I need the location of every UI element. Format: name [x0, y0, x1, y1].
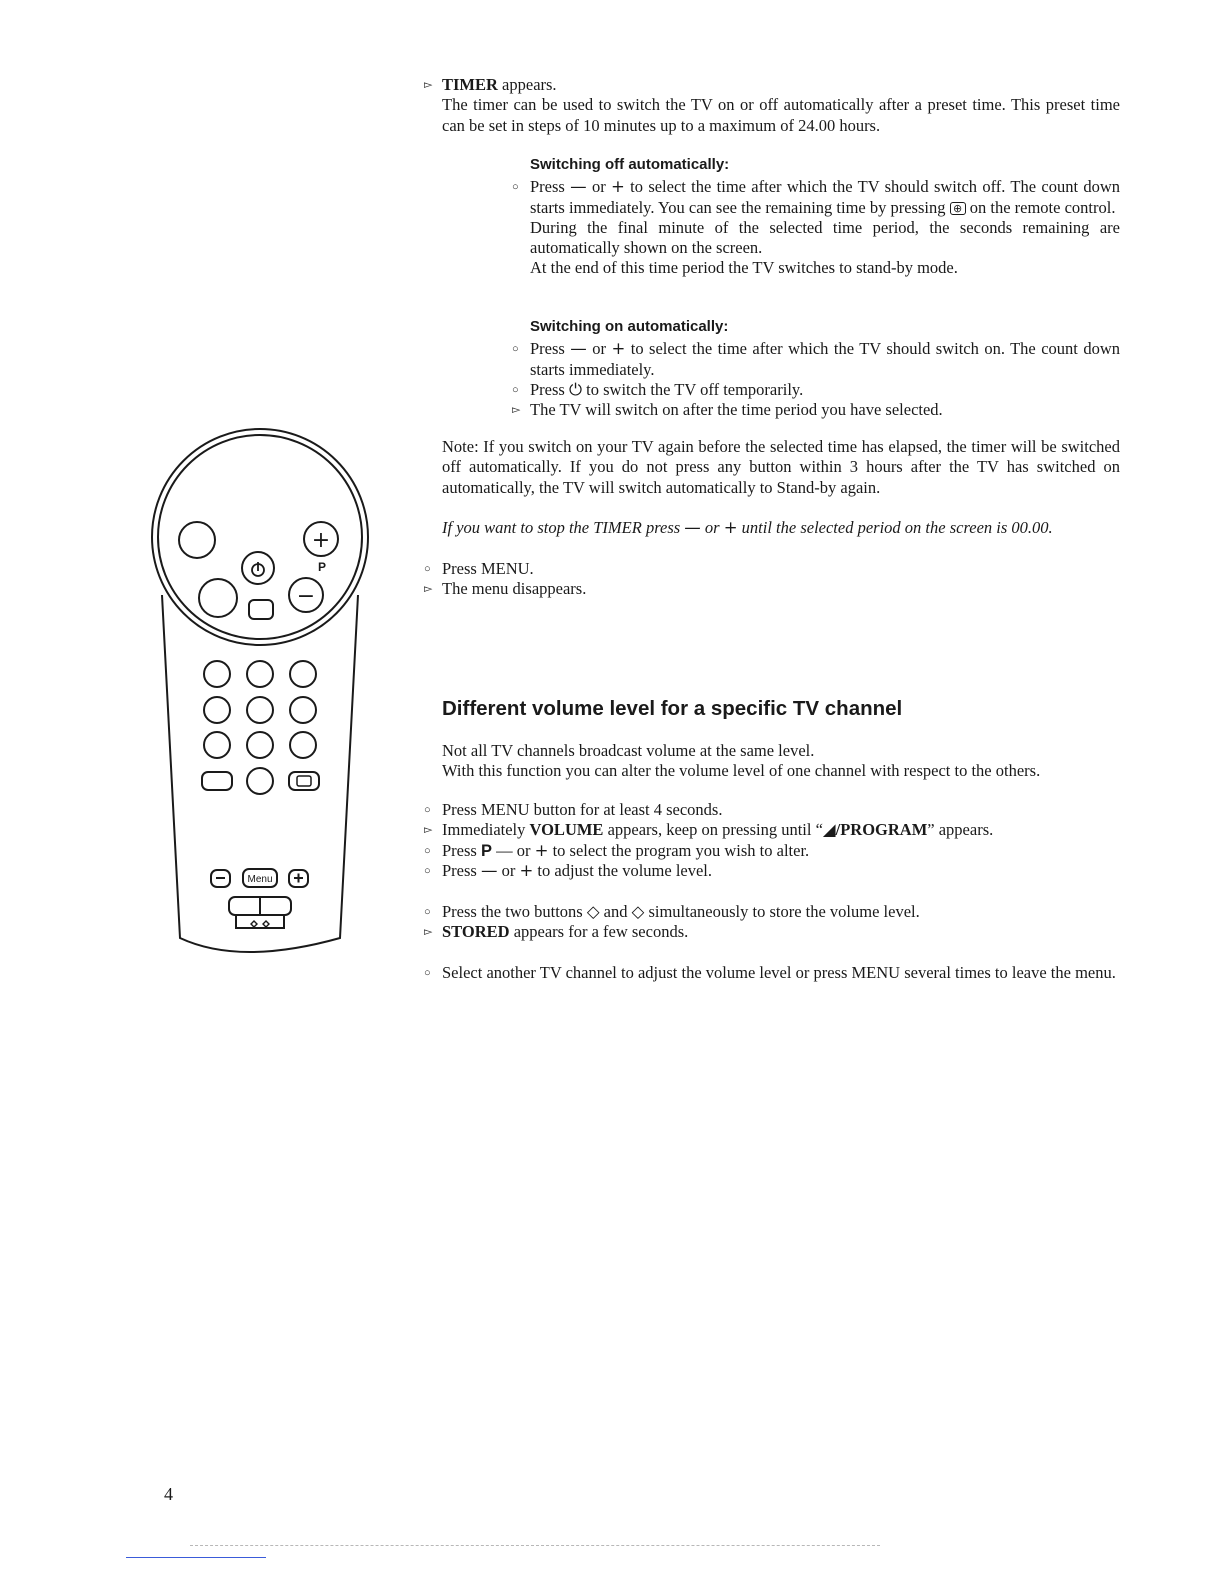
switch-on-section — [512, 317, 1120, 420]
plus-key-icon: + — [519, 860, 534, 880]
text: Press — [530, 379, 569, 399]
timer-appears-text: appears. — [497, 75, 557, 94]
text: If you want to stop the TIMER press — [442, 518, 685, 537]
text: Press — [442, 840, 481, 860]
volume-intro-line1: Not all TV channels broadcast volume at the same level. — [442, 741, 815, 760]
bullet-icon: ○ — [424, 844, 431, 857]
switch-off-end: At the end of this time period the TV switches to stand-by mode. — [530, 258, 958, 278]
volume-step-1 — [424, 800, 1120, 820]
volume-final-block — [424, 963, 1120, 983]
remote-small-square-button — [249, 600, 273, 619]
bullet-icon: ○ — [424, 864, 431, 877]
switch-on-step — [512, 339, 1120, 380]
volume-intro — [424, 741, 1120, 782]
remote-plus-label: + — [311, 528, 331, 553]
remote-key-1 — [204, 661, 230, 687]
menu-disappears-result — [424, 579, 1120, 599]
switch-off-section — [512, 155, 1120, 279]
volume-icon: ◢ — [822, 820, 836, 840]
result-arrow-icon: ▻ — [512, 404, 521, 417]
text: appears for a few seconds. — [509, 922, 689, 942]
remote-menu-label: Menu — [247, 874, 273, 885]
remote-key-3 — [290, 661, 316, 687]
switch-on-result — [512, 400, 1120, 420]
text: ” appears. — [927, 820, 994, 840]
text: — or — [491, 840, 535, 860]
text: until the selected period on the screen is 00.00. — [737, 518, 1053, 537]
remote-button-left-bottom — [199, 579, 237, 617]
menu-press-step — [424, 559, 1120, 579]
timer-description: The timer can be used to switch the TV on or off automatically after a preset time. This preset time can be set in steps of 10 minutes up to a maximum of 24.00 hours. — [442, 95, 1120, 135]
text: The TV will switch on after the time period you have selected. — [530, 400, 943, 420]
volume-step-7 — [424, 963, 1120, 983]
bullet-icon: ○ — [424, 804, 431, 816]
bullet-icon: ○ — [512, 383, 519, 396]
remote-key-6 — [290, 697, 316, 723]
result-arrow-icon: ▻ — [424, 79, 433, 91]
text: simultaneously to store the volume level. — [644, 902, 920, 921]
volume-keyword: VOLUME — [529, 820, 604, 840]
diamond-key-icon: ◇ — [586, 902, 600, 921]
stop-timer-hint — [424, 518, 1120, 538]
timer-appears-line — [424, 75, 1120, 95]
result-arrow-icon: ▻ — [424, 824, 433, 837]
remote-button-left-top — [179, 522, 215, 558]
switch-on-heading: Switching on automatically: — [530, 318, 729, 335]
text: Press — [442, 860, 481, 880]
remote-power-button — [242, 552, 274, 584]
plus-key-icon: + — [611, 177, 625, 197]
minus-key-icon: — — [480, 860, 498, 880]
text: to select the time after which the TV should switch on. The count down starts immediately. — [530, 339, 1120, 379]
plus-key-icon: + — [534, 840, 549, 860]
bullet-icon: ○ — [424, 967, 431, 979]
remote-minus-small-button — [211, 870, 230, 887]
remote-teletext-key — [289, 772, 319, 790]
remote-p-label: P — [318, 560, 327, 574]
remote-key-2 — [247, 661, 273, 687]
remote-key-5 — [247, 697, 273, 723]
text: to adjust the volume level. — [533, 860, 713, 880]
text: The menu disappears. — [442, 579, 587, 599]
minus-key-icon: — — [570, 339, 587, 359]
text: to switch the TV off temporarily. — [582, 379, 804, 399]
diamond-key-icon: ◇ — [631, 902, 645, 921]
volume-step-5 — [424, 902, 1120, 922]
timer-keyword: TIMER — [442, 75, 498, 94]
text: Press MENU. — [442, 559, 534, 578]
remote-key-9 — [290, 732, 316, 758]
teletext-key-icon: ⊕ — [950, 202, 966, 215]
stored-keyword: STORED — [442, 922, 510, 942]
minus-key-icon: — — [684, 518, 701, 537]
text: and — [599, 902, 632, 921]
text: Press the two buttons — [442, 902, 587, 921]
text: Press — [530, 177, 571, 197]
timer-note: Note: If you switch on your TV again before the selected time has elapsed, the timer will be switched off automatically. If you do not press any button within 3 hours after the TV has switched on automatically, the TV will switch automatically to Stand-by again. — [442, 437, 1120, 497]
result-arrow-icon: ▻ — [424, 926, 433, 939]
remote-plus-small-button — [289, 870, 308, 887]
bullet-icon: ○ — [424, 906, 431, 918]
volume-steps — [424, 800, 1120, 881]
remote-key-4 — [204, 697, 230, 723]
text: Select another TV channel to adjust the volume level or press MENU several times to leave the menu. — [442, 963, 1116, 982]
page-number: 4 — [164, 1484, 173, 1504]
switch-on-standby-step — [512, 380, 1120, 400]
text: to select the time after which the TV should switch off. The count down starts immediately. You can see the remaining time by pressing — [530, 177, 1121, 217]
timer-section — [424, 75, 1120, 136]
remote-key-0 — [247, 768, 273, 794]
volume-intro-line2: With this function you can alter the volume level of one channel with respect to the others. — [442, 761, 1041, 781]
bullet-icon: ○ — [512, 343, 519, 356]
volume-step-2 — [424, 820, 1120, 840]
switch-off-step — [512, 177, 1120, 218]
text: appears, keep on pressing until “ — [603, 820, 823, 840]
remote-menu-button — [243, 869, 277, 887]
p-key-label: P — [480, 841, 492, 860]
text: Immediately — [442, 820, 530, 840]
volume-step-3 — [424, 841, 1120, 861]
remote-control-illustration — [140, 420, 380, 980]
text: Press MENU button for at least 4 seconds. — [442, 800, 723, 819]
result-arrow-icon: ▻ — [424, 583, 433, 596]
scan-footer-blue-line — [126, 1557, 266, 1558]
scan-footer-line — [190, 1545, 880, 1546]
bullet-icon: ○ — [512, 181, 519, 194]
remote-key-7 — [204, 732, 230, 758]
volume-section-title: Different volume level for a specific TV channel — [442, 697, 903, 720]
text: or — [586, 177, 612, 197]
remote-minus-button — [289, 578, 323, 612]
remote-plus-button — [304, 522, 338, 556]
power-key-icon: ⏻ — [568, 379, 583, 399]
remote-minus-label: − — [296, 584, 316, 609]
menu-exit-block — [424, 559, 1120, 600]
text: to select the program you wish to alter. — [548, 840, 810, 860]
remote-number-keypad — [202, 661, 319, 794]
text: Press — [530, 339, 571, 359]
bullet-icon: ○ — [424, 563, 431, 575]
switch-off-final-minute: During the final minute of the selected time period, the seconds remaining are automatically shown on the screen. — [530, 217, 1120, 258]
volume-step-6 — [424, 922, 1120, 942]
volume-step-4 — [424, 861, 1120, 881]
text: or — [700, 518, 724, 537]
remote-key-8 — [247, 732, 273, 758]
timer-note-block — [424, 437, 1120, 498]
minus-key-icon: — — [570, 177, 587, 197]
program-keyword: /PROGRAM — [835, 820, 928, 840]
plus-key-icon: + — [611, 339, 626, 359]
text: or — [586, 339, 612, 359]
plus-key-icon: + — [723, 518, 738, 537]
volume-store-block — [424, 902, 1120, 943]
text: or — [497, 860, 520, 880]
remote-key-rect — [202, 772, 232, 790]
text: on the remote control. — [965, 197, 1116, 217]
remote-store-buttons — [229, 897, 291, 928]
switch-off-heading: Switching off automatically: — [530, 156, 730, 173]
